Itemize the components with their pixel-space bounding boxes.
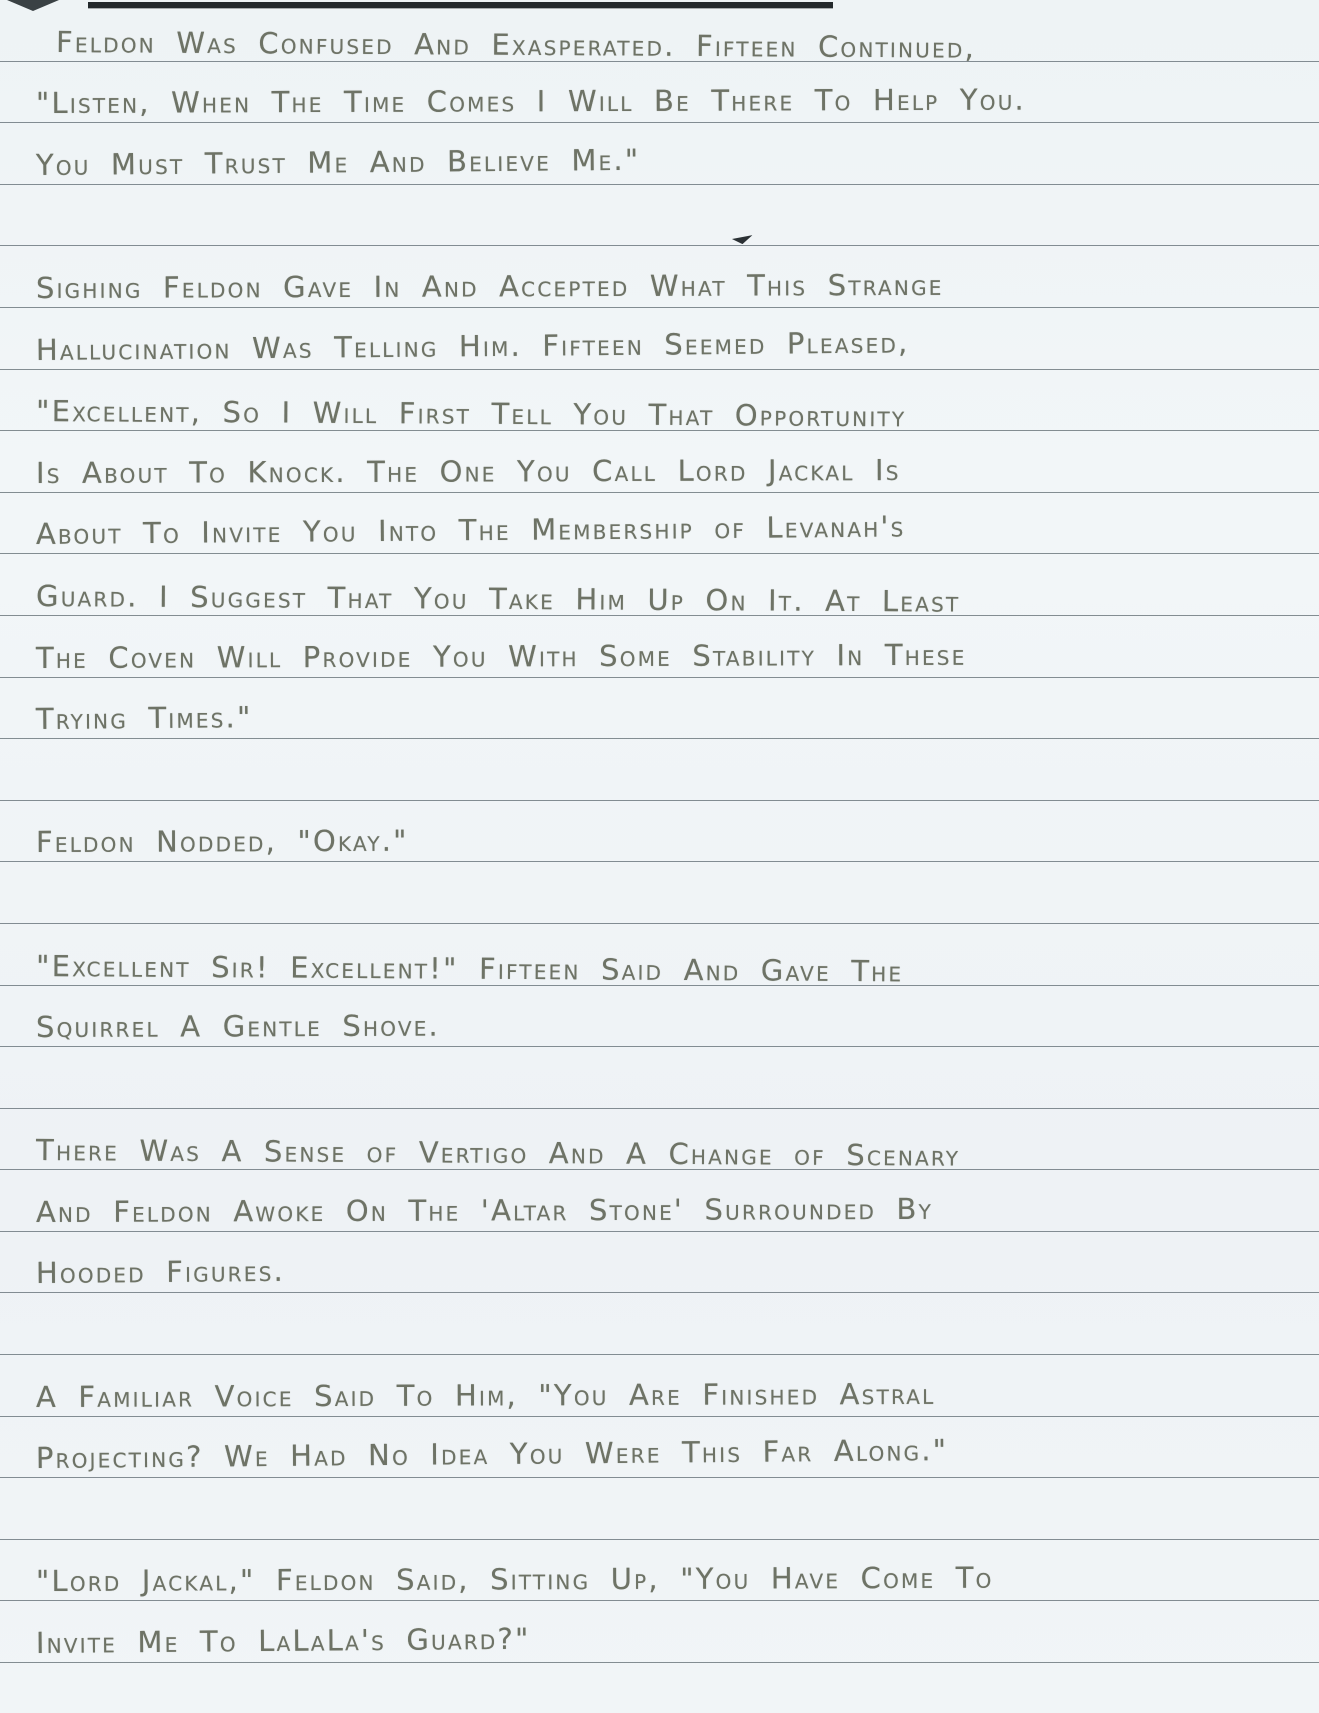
handwritten-line (0, 431, 1319, 493)
blank-ruled-line (0, 1478, 1319, 1540)
handwriting-text: "Excellent, So I Will First Tell You That Opportunity (36, 394, 907, 434)
handwriting-text: Invite Me To LaLaLa's Guard?" (35, 1621, 531, 1661)
handwritten-line (0, 986, 1319, 1048)
blank-ruled-line (0, 185, 1319, 247)
handwriting-text: Hooded Figures. (35, 1254, 286, 1291)
handwritten-line (0, 1601, 1319, 1663)
handwriting-text: Is About To Knock. The One You Call Lord Jackal Is (35, 452, 901, 490)
handwriting-text: There Was A Sense of Vertigo And A Change of Scenary (36, 1133, 961, 1173)
handwriting-text: Guard. I Suggest That You Take Him Up On It. At Least (36, 578, 961, 619)
handwriting-text: Feldon Was Confused And Exasperated. Fifteen Continued, (56, 24, 977, 65)
handwriting-text: "Excellent Sir! Excellent!" Fifteen Said And Gave The (36, 948, 904, 988)
handwriting-text: Trying Times." (35, 700, 253, 737)
blank-ruled-line (0, 1293, 1319, 1355)
handwriting-text: Squirrel A Gentle Shove. (35, 1008, 440, 1045)
handwritten-line (0, 370, 1319, 432)
handwritten-line (0, 1109, 1319, 1171)
handwriting-text: You Must Trust Me And Believe Me." (35, 142, 641, 182)
handwritten-line (0, 616, 1319, 678)
handwriting-text: About To Invite You Into The Membership of Levanah's (35, 509, 906, 552)
blank-ruled-line (0, 739, 1319, 801)
handwritten-line (0, 246, 1319, 308)
handwriting-text: Hallucination Was Telling Him. Fifteen Seemed Pleased, (35, 324, 910, 367)
blank-ruled-line (0, 862, 1319, 924)
handwriting-text: A Familiar Voice Said To Him, "You Are Finished Astral (35, 1376, 936, 1414)
handwriting-text: "Lord Jackal," Feldon Said, Sitting Up, "You Have Come To (35, 1561, 994, 1599)
handwritten-line (0, 1170, 1319, 1232)
handwritten-line (0, 1355, 1319, 1417)
handwritten-line (0, 554, 1319, 619)
handwritten-line (0, 62, 1319, 124)
handwriting-text: Sighing Feldon Gave In And Accepted What This Strange (35, 267, 944, 305)
handwriting-text: Projecting? We Had No Idea You Were This Far Along." (35, 1433, 949, 1476)
handwritten-line (0, 1417, 1319, 1479)
handwriting-text: And Feldon Awoke On The 'Altar Stone' Surrounded By (35, 1191, 934, 1229)
handwriting-text: Feldon Nodded, "Okay." (35, 824, 409, 860)
handwritten-line (0, 0, 1319, 65)
blank-ruled-line (0, 1047, 1319, 1109)
handwritten-line (0, 493, 1319, 555)
handwritten-line (0, 801, 1319, 863)
handwriting-text: The Coven Will Provide You With Some Stability In These (35, 637, 967, 675)
handwritten-line (0, 1232, 1319, 1294)
handwriting-text: "Listen, When The Time Comes I Will Be There To Help You. (35, 82, 1026, 121)
handwritten-line (0, 678, 1319, 740)
handwritten-line (0, 924, 1319, 986)
handwritten-line (0, 308, 1319, 370)
handwritten-line (0, 1540, 1319, 1602)
handwritten-line (0, 123, 1319, 185)
